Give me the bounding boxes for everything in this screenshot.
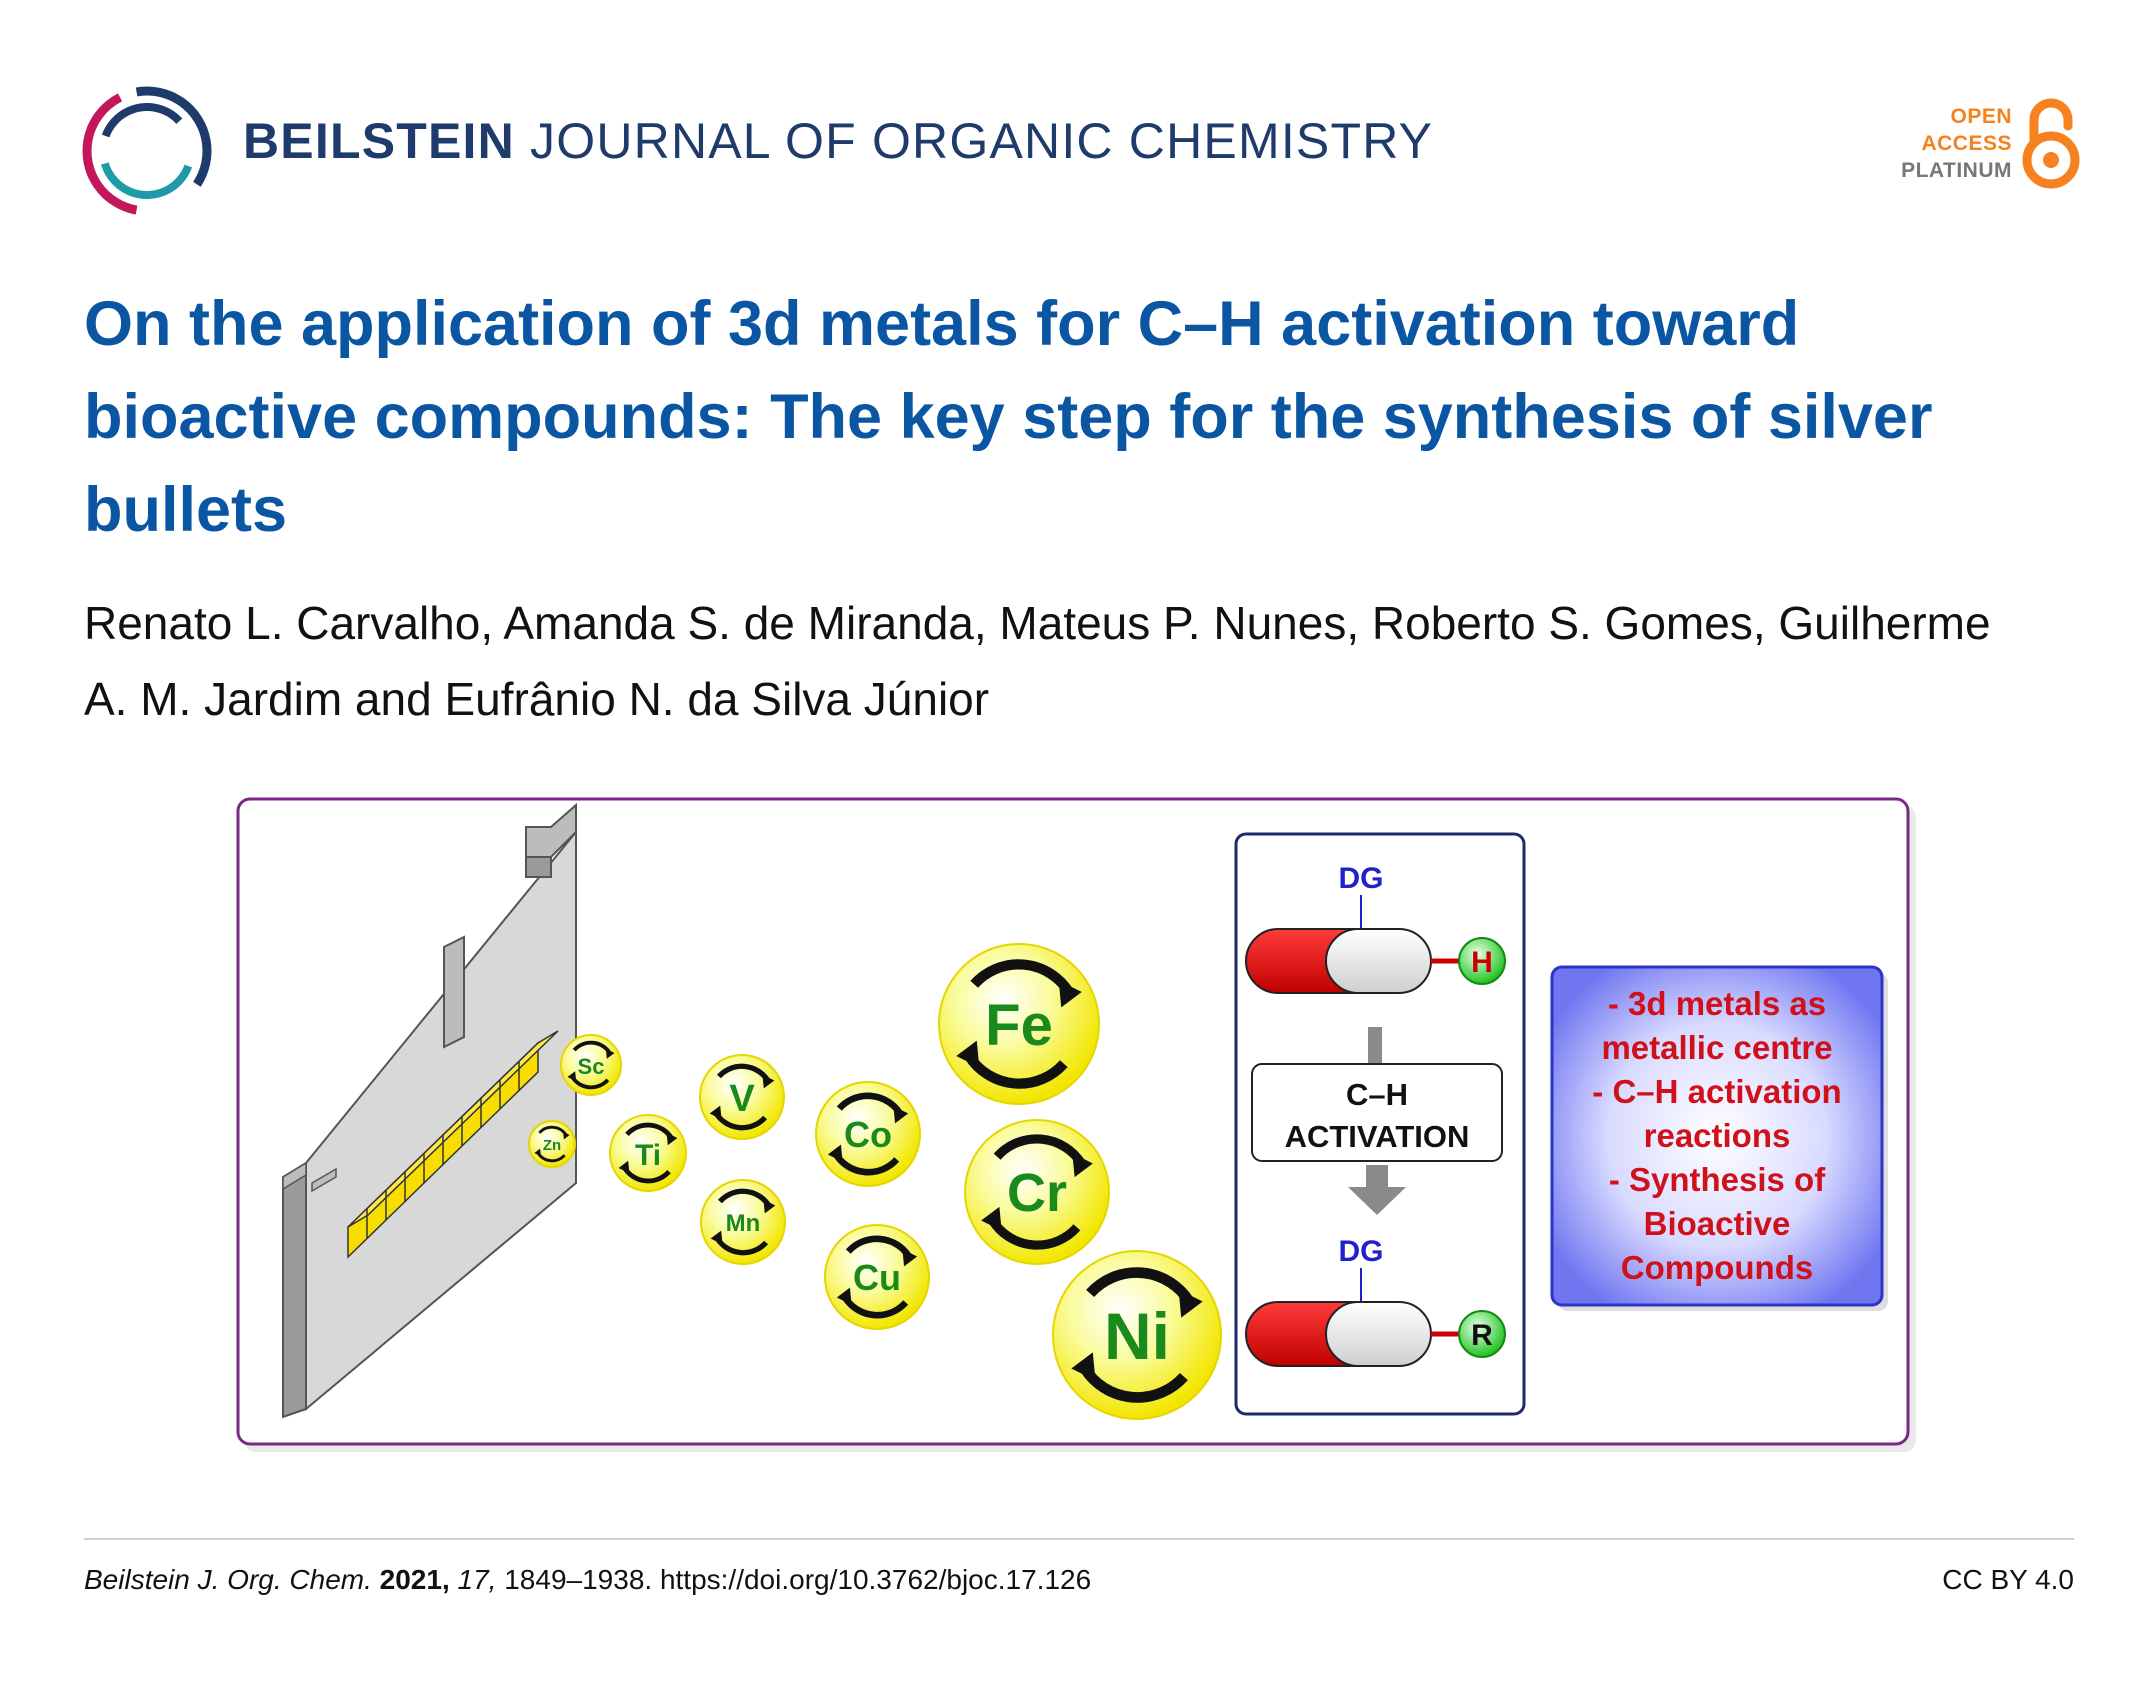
metal-ball-fe <box>939 944 1099 1104</box>
summary-line-3: - C–H activation <box>1592 1073 1842 1110</box>
r-label: R <box>1471 1319 1493 1352</box>
summary-line-5: - Synthesis of <box>1608 1161 1826 1198</box>
open-access-line-1: OPEN <box>1950 104 2012 128</box>
metal-ball-sc <box>561 1035 621 1095</box>
open-access-badge <box>1901 96 2080 190</box>
metal-ball-co <box>816 1082 920 1186</box>
metal-ball-mn <box>701 1180 785 1264</box>
activation-label: ACTIVATION <box>1284 1119 1470 1154</box>
metal-label-fe: Fe <box>985 993 1053 1058</box>
metal-ball-zn <box>529 1121 575 1167</box>
h-label: H <box>1471 946 1493 979</box>
dg-label-top: DG <box>1338 862 1384 895</box>
journal-name-bold: BEILSTEIN <box>243 113 515 169</box>
footer-divider <box>84 1538 2074 1540</box>
citation-volume: 17, <box>457 1564 497 1595</box>
summary-line-7: Compounds <box>1620 1249 1814 1286</box>
metal-label-cr: Cr <box>1006 1163 1068 1223</box>
metal-label-mn: Mn <box>725 1210 761 1237</box>
ch-label: C–H <box>1345 1077 1409 1112</box>
metal-ball-ni <box>1053 1251 1221 1419</box>
metal-ball-cr <box>965 1120 1109 1264</box>
journal-name-rest: JOURNAL OF ORGANIC CHEMISTRY <box>530 113 1434 169</box>
metal-ball-cu <box>825 1225 929 1329</box>
metal-label-v: V <box>729 1078 755 1120</box>
license-label[interactable]: CC BY 4.0 <box>1942 1564 2074 1595</box>
metal-ball-v <box>700 1055 784 1139</box>
citation <box>84 1564 1091 1596</box>
metal-ball-ti <box>610 1115 686 1191</box>
dg-label-bottom: DG <box>1338 1235 1384 1268</box>
metal-label-sc: Sc <box>577 1054 605 1079</box>
open-access-lock-icon <box>2022 96 2080 190</box>
metal-label-co: Co <box>844 1114 892 1155</box>
metal-label-ti: Ti <box>634 1139 662 1172</box>
metal-label-ni: Ni <box>1104 1299 1170 1373</box>
citation-year: 2021, <box>379 1564 450 1595</box>
summary-line-1: - 3d metals as <box>1607 985 1827 1022</box>
graphical-abstract <box>236 797 1916 1452</box>
metal-label-zn: Zn <box>542 1137 562 1154</box>
article-title: On the application of 3d metals for C–H activation toward bioactive compounds: The key step for the synthesis of silver bullets <box>84 289 1933 545</box>
metal-label-cu: Cu <box>853 1257 901 1298</box>
summary-line-6: Bioactive <box>1643 1205 1791 1242</box>
citation-doi[interactable]: 1849–1938. https://doi.org/10.3762/bjoc.17.126 <box>504 1564 1092 1595</box>
summary-line-2: metallic centre <box>1601 1029 1833 1066</box>
open-access-line-2: ACCESS <box>1921 131 2012 155</box>
beilstein-logo-icon <box>80 84 214 218</box>
journal-name <box>243 112 1433 170</box>
summary-box <box>1552 967 1888 1311</box>
open-access-line-3: PLATINUM <box>1901 158 2012 182</box>
summary-line-4: reactions <box>1643 1117 1791 1154</box>
ch-activation-scheme <box>1236 834 1524 1414</box>
article-authors: Renato L. Carvalho, Amanda S. de Miranda, Mateus P. Nunes, Roberto S. Gomes, Guilherme A. M. Jardim and Eufrânio N. da Silva Júnior <box>84 597 1991 725</box>
open-access-text <box>1901 103 2012 184</box>
citation-journal: Beilstein J. Org. Chem. <box>84 1564 372 1595</box>
